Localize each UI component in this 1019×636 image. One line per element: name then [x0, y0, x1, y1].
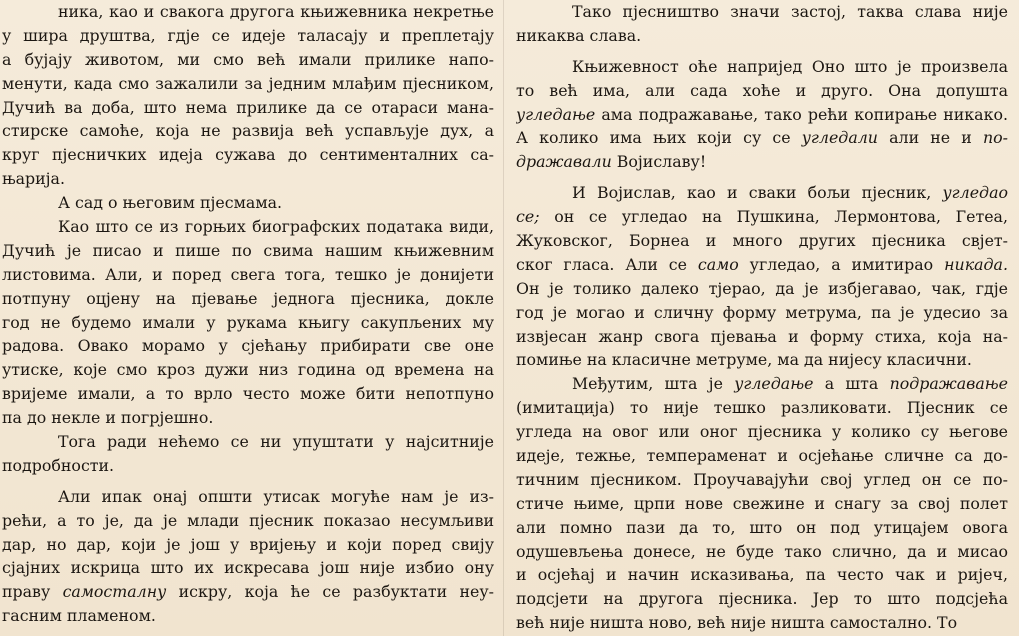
text-line: [516, 103, 1008, 127]
text-line: [516, 79, 1008, 103]
text-line: [2, 24, 494, 48]
text-line: [2, 604, 494, 628]
text-line: [2, 143, 494, 167]
text-line: [516, 396, 1008, 420]
text-segment: а шта: [813, 374, 890, 394]
column-divider: [503, 0, 504, 636]
text-line: [516, 516, 1008, 540]
paragraph: [2, 191, 494, 215]
text-line: [2, 509, 494, 533]
text-segment: Као што се из горњих биографских података види,: [58, 217, 494, 237]
text-segment: извјесан жанр свога пјевања и форму стиха, која на-: [516, 326, 1008, 346]
text-line: [2, 485, 494, 509]
text-segment: Књижевност оће напријед Оно што је произвела: [572, 56, 1008, 76]
text-segment: Он је толико далеко тјерао, да је избјегавао, чак, гдје: [516, 278, 1008, 298]
text-line: [2, 287, 494, 311]
text-segment: њарија.: [2, 169, 65, 189]
text-line: [516, 55, 1008, 79]
text-segment: гасним пламеном.: [2, 606, 156, 626]
text-segment: већ није ништа ново, већ није ништа самостално. То: [516, 613, 958, 633]
text-segment: праву: [2, 582, 63, 602]
italic-text: угледали: [801, 128, 878, 148]
text-segment: али не и: [877, 128, 983, 148]
text-segment: па до некле и погрјешно.: [2, 408, 214, 428]
text-line: [2, 72, 494, 96]
text-line: [2, 358, 494, 382]
text-segment: Тако пјесништво значи застој, таква слава није: [572, 2, 1008, 21]
paragraph: [2, 485, 494, 628]
text-line: [2, 556, 494, 580]
text-segment: стиче њиме, црпи нове свежине и снагу за свој полет: [516, 493, 1008, 513]
italic-text: само: [697, 254, 739, 274]
left-column: [2, 0, 494, 636]
text-line: [2, 215, 494, 239]
text-segment: тичним пјесником. Проучавајући свој углед он се по-: [516, 469, 1008, 489]
text-line: [2, 0, 494, 24]
text-line: [2, 580, 494, 604]
text-segment: А колико има њих који су се: [516, 128, 802, 148]
text-line: [516, 492, 1008, 516]
paragraph: [516, 0, 1008, 48]
text-segment: круг пјесничких идеја сужава до сентименталних са-: [2, 145, 494, 165]
text-segment: год је могао и сличну форму метрума, па је удесио за: [516, 302, 1008, 322]
text-line: [516, 325, 1008, 349]
text-line: [2, 382, 494, 406]
text-segment: ама подражавање, тако рећи копирање никако.: [595, 104, 1008, 124]
text-line: [2, 191, 494, 215]
text-line: [516, 348, 1008, 372]
text-segment: никаква слава.: [516, 25, 642, 45]
italic-text: самосталну: [62, 582, 167, 602]
paragraph: [516, 55, 1008, 174]
text-segment: менути, када смо зажалили за једним млађим пјесником,: [2, 73, 494, 93]
italic-text: по-: [982, 128, 1008, 148]
text-segment: подробности.: [2, 455, 115, 475]
text-line: [516, 563, 1008, 587]
paragraph: [2, 430, 494, 478]
text-segment: стирске самоће, која не развија већ успављује дух, а: [2, 121, 494, 141]
text-segment: радова. Овако морамо у сјећању прибирати све оне: [2, 336, 494, 356]
text-line: [2, 311, 494, 335]
text-segment: И Војислав, као и сваки бољи пјесник,: [572, 183, 943, 203]
paragraph: [516, 181, 1008, 372]
italic-text: угледање: [516, 104, 596, 124]
italic-text: никада.: [944, 254, 1008, 274]
paragraph: [2, 215, 494, 430]
text-line: [516, 372, 1008, 396]
text-line: [516, 277, 1008, 301]
text-line: [2, 334, 494, 358]
text-segment: год не будемо имали у рукама књигу сакупљених му: [2, 312, 494, 332]
text-segment: и осјећај и начин исказивања, па често чак и ријеч,: [516, 565, 1008, 585]
paragraph: [516, 372, 1008, 635]
text-segment: Међутим, шта је: [572, 374, 735, 394]
text-line: [516, 301, 1008, 325]
italic-text: угледао: [942, 183, 1008, 203]
text-segment: Дучић ва доба, што нема прилике да се отараси мана-: [2, 97, 494, 117]
paragraph: [2, 0, 494, 191]
text-line: [2, 430, 494, 454]
text-segment: он се угледао на Пушкина, Лермонтова, Гетеа,: [539, 207, 1008, 227]
text-segment: (имитација) то није тешко разликовати. Пјесник се: [516, 398, 1008, 418]
text-segment: подсјети на другога пјесника. Јер то што подсјећа: [516, 589, 1008, 609]
text-segment: одушевљења донесе, не буде тако слично, да и мисао: [516, 541, 1008, 561]
text-line: [2, 96, 494, 120]
text-line: [2, 263, 494, 287]
text-line: [2, 239, 494, 263]
text-line: [516, 587, 1008, 611]
right-column: [516, 0, 1008, 636]
text-segment: вријеме имали, а то врло често може бити непотпуно: [2, 384, 494, 404]
text-segment: али помно пази да то, што он под утицајем овога: [516, 517, 1008, 537]
text-segment: дар, но дар, који је још у вријењу и који поред свију: [2, 534, 494, 554]
text-line: [516, 229, 1008, 253]
text-line: [516, 0, 1008, 24]
text-line: [2, 533, 494, 557]
text-segment: потпуну оцјену на пјевање једнога пјесника, докле: [2, 288, 494, 308]
text-segment: Дучић је писао и пише по свима нашим књижевним: [2, 240, 494, 260]
text-line: [516, 24, 1008, 48]
text-line: [516, 611, 1008, 635]
text-line: [516, 126, 1008, 150]
text-segment: у шира друштва, гдје се идеје таласају и преплетају: [2, 25, 494, 45]
text-line: [2, 454, 494, 478]
italic-text: подражавање: [889, 374, 1008, 394]
text-line: [516, 420, 1008, 444]
text-line: [2, 48, 494, 72]
text-line: [516, 253, 1008, 277]
text-line: [516, 205, 1008, 229]
text-segment: Али ипак онај општи утисак могуће нам је из-: [58, 486, 494, 506]
text-segment: Тога ради нећемо се ни упуштати у најситније: [58, 432, 494, 452]
italic-text: угледање: [734, 374, 814, 394]
text-segment: Војиславу!: [611, 152, 707, 172]
text-line: [2, 119, 494, 143]
text-segment: искру, која ће се разбуктати неу-: [166, 582, 494, 602]
text-segment: утиске, које смо кроз дужи низ година од времена на: [2, 360, 494, 380]
text-line: [516, 540, 1008, 564]
text-segment: идеје, тежње, темпераменат и осјећање сличне са до-: [516, 446, 1008, 466]
text-line: [516, 444, 1008, 468]
italic-text: се;: [516, 207, 540, 227]
text-segment: помиње на класичне метруме, ма да нијесу класични.: [516, 350, 972, 370]
italic-text: дражавали: [516, 152, 612, 172]
text-segment: ника, као и свакога другога књижевника некретње: [58, 2, 494, 21]
text-segment: ског гласа. Али се: [516, 254, 698, 274]
text-segment: рећи, а то је, да је млади пјесник показао несумљиви: [2, 510, 494, 530]
text-segment: Жуковског, Борнеа и много других пјесника свјет-: [516, 231, 1008, 251]
text-segment: А сад о његовим пјесмама.: [58, 193, 283, 213]
text-segment: сјајних искрица што их искресава још није избио ону: [2, 558, 494, 578]
text-segment: то већ има, али сада хоће и друго. Она допушта: [516, 80, 1008, 100]
text-segment: а бујају животом, ми смо већ имали прилике напо-: [2, 49, 494, 69]
text-line: [2, 167, 494, 191]
text-segment: угледао, а имитирао: [738, 254, 945, 274]
text-line: [516, 181, 1008, 205]
text-line: [2, 406, 494, 430]
text-line: [516, 468, 1008, 492]
text-segment: угледа на овог или оног пјесника у колико су његове: [516, 422, 1008, 442]
text-segment: листовима. Али, и поред свега тога, тешко је донијети: [2, 264, 494, 284]
text-line: [516, 150, 1008, 174]
